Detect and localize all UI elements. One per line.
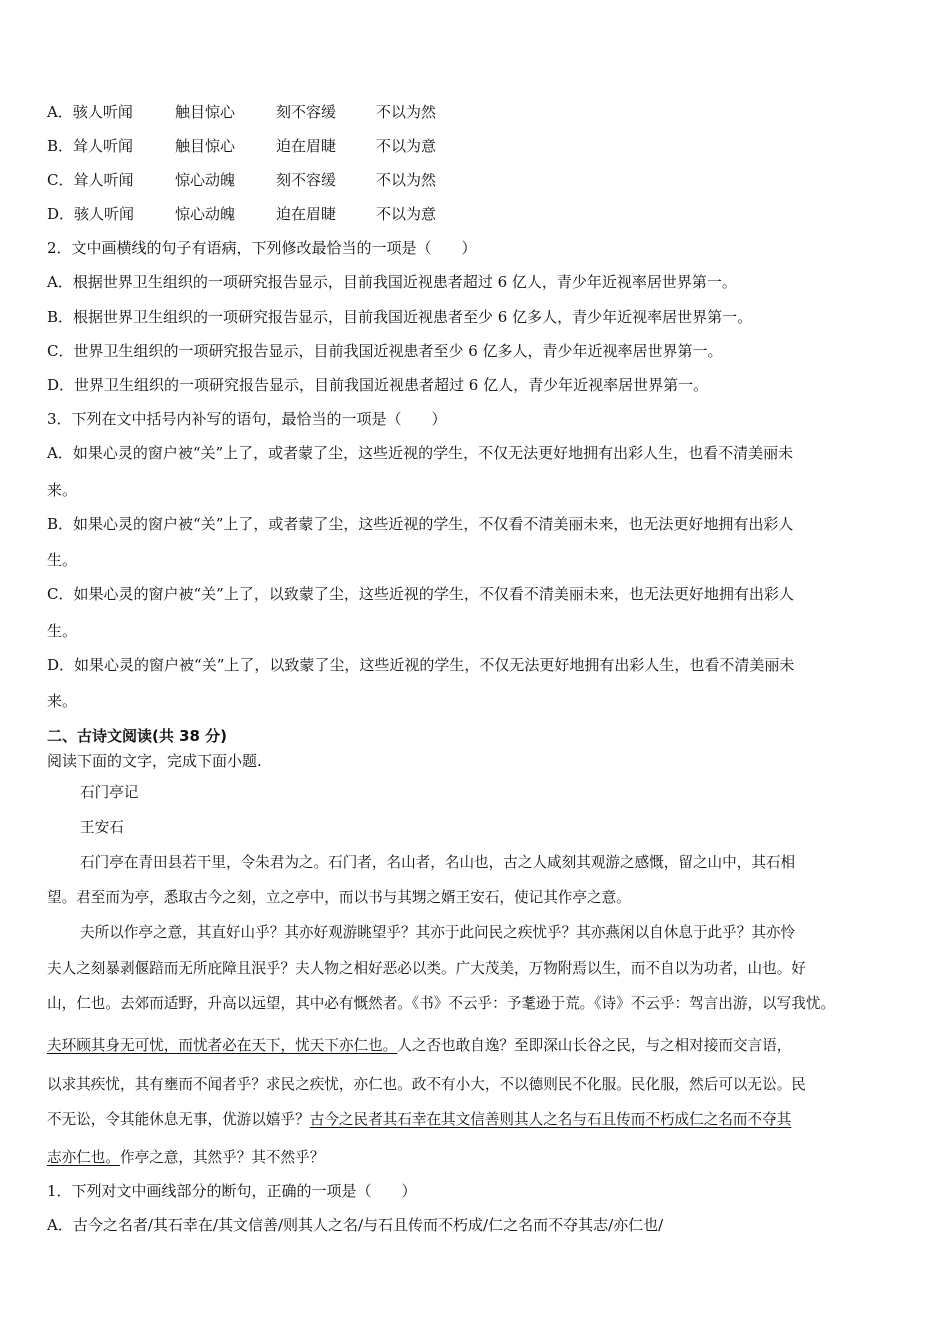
option-word: 迫在眉睫 [276, 137, 337, 155]
q3-option-a-line1: A．如果心灵的窗户被“关”上了，或者蒙了尘，这些近视的学生，不仅无法更好地拥有出彩人生，也看不清美丽未 [47, 444, 794, 462]
option-label: A． [47, 103, 73, 121]
option-word: 骇人听闻 [74, 205, 135, 223]
option-word: 不以为意 [376, 205, 437, 223]
q3-option-d-line1: D．如果心灵的窗户被“关”上了，以致蒙了尘，这些近视的学生，不仅无法更好地拥有出彩人生，也看不清美丽未 [47, 656, 795, 674]
q1-option-d-label-word [47, 204, 175, 224]
essay-title: 石门亭记 [80, 784, 139, 801]
section2-q1-option-a: A．古今之名者/其石幸在/其文信善/则其人之名/与石且传而不朽成/仁之名而不夺其志/亦仁也/ [47, 1216, 664, 1234]
para2-line4 [47, 1036, 905, 1056]
option-word: 刻不容缓 [276, 103, 337, 121]
underlined-passage-end: 志亦仁也。 [47, 1149, 120, 1166]
section-heading: 二、古诗文阅读(共 38 分) [47, 727, 228, 745]
option-word: 不以为意 [376, 137, 437, 155]
underlined-passage: 古今之民者其石幸在其文信善则其人之名与石且传而不朽成仁之名而不夺其 [309, 1111, 792, 1128]
option-word: 触目惊心 [175, 137, 236, 155]
q2-option-d: D．世界卫生组织的一项研究报告显示，目前我国近视患者超过 6 亿人，青少年近视率居世界第一。 [47, 376, 709, 394]
q3-option-c-line2: 生。 [47, 622, 78, 640]
para2-line1: 夫所以作亭之意，其直好山乎？其亦好观游眺望乎？其亦于此问民之疾忧乎？其亦燕闲以自休息于此乎？其亦怜 [80, 924, 796, 941]
q3-option-c-line1: C．如果心灵的窗户被“关”上了，以致蒙了尘，这些近视的学生，不仅看不清美丽未来，也无法更好地拥有出彩人 [47, 585, 794, 603]
q1-option-a-label-word [47, 102, 175, 122]
q1-option-a [47, 102, 436, 122]
option-word: 迫在眉睫 [276, 205, 337, 223]
option-word: 耸人听闻 [73, 171, 134, 189]
q2-stem: 2．文中画横线的句子有语病，下列修改最恰当的一项是（ ） [47, 239, 477, 257]
q1-option-c [47, 170, 436, 190]
para2-line2: 夫人之刻暴剥偃踣而无所庇障且泯乎？夫人物之相好恶必以类。广大茂美，万物附焉以生，而不自以为功者，山也。好 [47, 960, 806, 977]
para2-line5: 以求其疾忧，其有壅而不闻者乎？求民之疾忧，亦仁也。政不有小大，不以德则民不化服。民化服，然后可以无讼。民 [47, 1076, 806, 1093]
q2-option-c: C．世界卫生组织的一项研究报告显示，目前我国近视患者至少 6 亿多人，青少年近视率居世界第一。 [47, 342, 723, 360]
option-label: B． [47, 137, 74, 155]
option-word: 不以为然 [376, 171, 437, 189]
para1-line1: 石门亭在青田县若干里，令朱君为之。石门者，名山者，名山也，古之人咸刻其观游之感慨，留之山中，其石相 [80, 854, 796, 871]
option-word: 骇人听闻 [72, 103, 133, 121]
reading-instruction: 阅读下面的文字，完成下面小题. [47, 752, 262, 770]
q1-option-b [47, 136, 436, 156]
option-label: C． [47, 171, 74, 189]
text-run: 不无讼，令其能休息无事，优游以嬉乎？ [47, 1111, 310, 1128]
option-word: 不以为然 [376, 103, 437, 121]
essay-author: 王安石 [80, 819, 124, 836]
para2-line7 [47, 1148, 905, 1168]
option-word: 耸人听闻 [73, 137, 134, 155]
para1-line2: 望。君至而为亭，悉取古今之刻，立之亭中，而以书与其甥之婿王安石，使记其作亭之意。 [47, 889, 631, 906]
option-word: 刻不容缓 [276, 171, 337, 189]
q3-stem: 3．下列在文中括号内补写的语句，最恰当的一项是（ ） [47, 410, 447, 428]
q3-option-b-line2: 生。 [47, 551, 78, 569]
q3-option-d-line2: 来。 [47, 692, 78, 710]
q3-option-a-line2: 来。 [47, 481, 78, 499]
q2-option-b: B．根据世界卫生组织的一项研究报告显示，目前我国近视患者至少 6 亿多人，青少年近视率居世界第一。 [47, 308, 753, 326]
option-word: 触目惊心 [175, 103, 236, 121]
q3-option-b-line1: B．如果心灵的窗户被“关”上了，或者蒙了尘，这些近视的学生，不仅看不清美丽未来，也无法更好地拥有出彩人 [47, 515, 794, 533]
text-run: 人之否也敢自逸？至即深山长谷之民，与之相对接而交言语， [397, 1037, 792, 1054]
option-label: D． [47, 205, 75, 223]
q1-option-c-label-word [47, 170, 175, 190]
underlined-sentence: 夫环顾其身无可忧，而忧者必在天下，忧天下亦仁也。 [47, 1037, 398, 1054]
section2-q1-stem: 1．下列对文中画线部分的断句，正确的一项是（ ） [47, 1182, 417, 1200]
q1-option-b-label-word [47, 136, 175, 156]
para2-line3: 山，仁也。去郊而适野，升高以远望，其中必有慨然者。《书》不云乎：予耄逊于荒。《诗》不云乎：驾言出游，以写我忧。 [47, 995, 836, 1012]
option-word: 惊心动魄 [175, 171, 236, 189]
para2-line6 [47, 1110, 905, 1130]
text-run: 作亭之意，其然乎？其不然乎？ [119, 1149, 325, 1166]
q2-option-a: A．根据世界卫生组织的一项研究报告显示，目前我国近视患者超过 6 亿人，青少年近视率居世界第一。 [47, 273, 737, 291]
option-word: 惊心动魄 [175, 205, 236, 223]
q1-option-d [47, 204, 436, 224]
